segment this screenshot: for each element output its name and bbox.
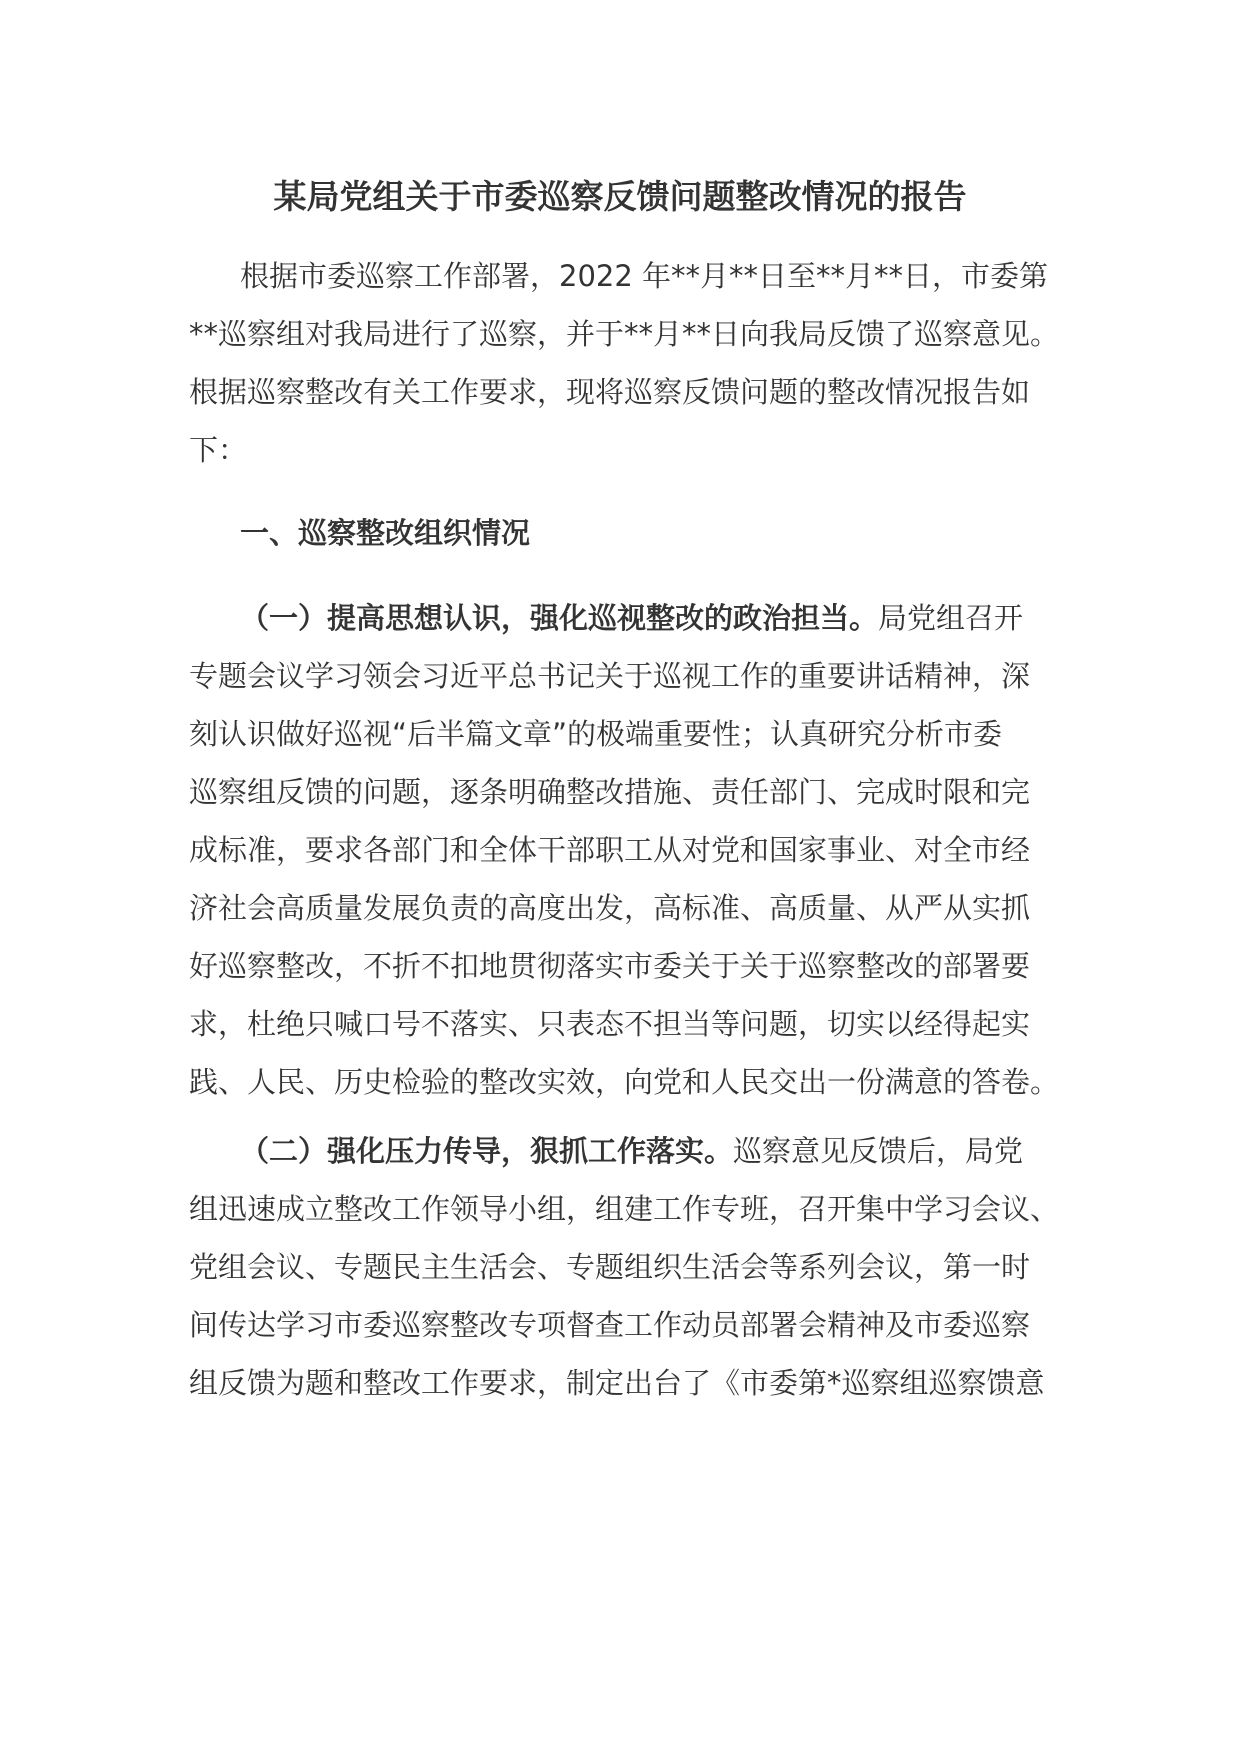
paragraph-line: 间传达学习市委巡察整改专项督查工作动员部署会精神及市委巡察: [189, 1308, 1031, 1342]
paragraph-line: 济社会高质量发展负责的高度出发，高标准、高质量、从严从实抓: [189, 891, 1031, 925]
item2-first-line-text: 巡察意见反馈后，局党: [733, 1134, 1024, 1168]
paragraph-line: 党组会议、专题民主生活会、专题组织生活会等系列会议，第一时: [189, 1250, 1031, 1284]
paragraph-line: 刻认识做好巡视“后半篇文章”的极端重要性；认真研究分析市委: [189, 717, 1003, 751]
item1-heading: （一）提高思想认识，强化巡视整改的政治担当。: [240, 601, 879, 635]
paragraph-line: 好巡察整改，不折不扣地贯彻落实市委关于关于巡察整改的部署要: [189, 949, 1031, 983]
paragraph-line: 践、人民、历史检验的整改实效，向党和人民交出一份满意的答卷。: [189, 1065, 1060, 1099]
paragraph-line: 巡察组反馈的问题，逐条明确整改措施、责任部门、完成时限和完: [189, 775, 1031, 809]
item2-heading: （二）强化压力传导，狠抓工作落实。: [240, 1134, 734, 1168]
document-title: 某局党组关于市委巡察反馈问题整改情况的报告: [273, 177, 967, 216]
paragraph-line: 求，杜绝只喊口号不落实、只表态不担当等问题，切实以经得起实: [189, 1007, 1031, 1041]
item1-first-line-text: 局党组召开: [878, 601, 1024, 635]
paragraph-line: 组反馈为题和整改工作要求，制定出台了《市委第*巡察组巡察馈意: [189, 1366, 1045, 1400]
paragraph-line: 专题会议学习领会习近平总书记关于巡视工作的重要讲话精神，深: [189, 659, 1031, 693]
section-heading: 一、巡察整改组织情况: [240, 516, 531, 550]
paragraph-line: 组迅速成立整改工作领导小组，组建工作专班，召开集中学习会议、: [189, 1192, 1060, 1226]
paragraph-line: 成标准，要求各部门和全体干部职工从对党和国家事业、对全市经: [189, 833, 1031, 867]
intro-line: 根据市委巡察工作部署，2022 年**月**日至**月**日，市委第: [240, 259, 1049, 293]
intro-line: 根据巡察整改有关工作要求，现将巡察反馈问题的整改情况报告如: [189, 375, 1031, 409]
item2-first-line: [240, 1131, 1023, 1171]
item1-first-line: [240, 598, 1023, 638]
intro-line: 下：: [189, 433, 248, 467]
intro-line: **巡察组对我局进行了巡察，并于**月**日向我局反馈了巡察意见。: [189, 317, 1060, 351]
